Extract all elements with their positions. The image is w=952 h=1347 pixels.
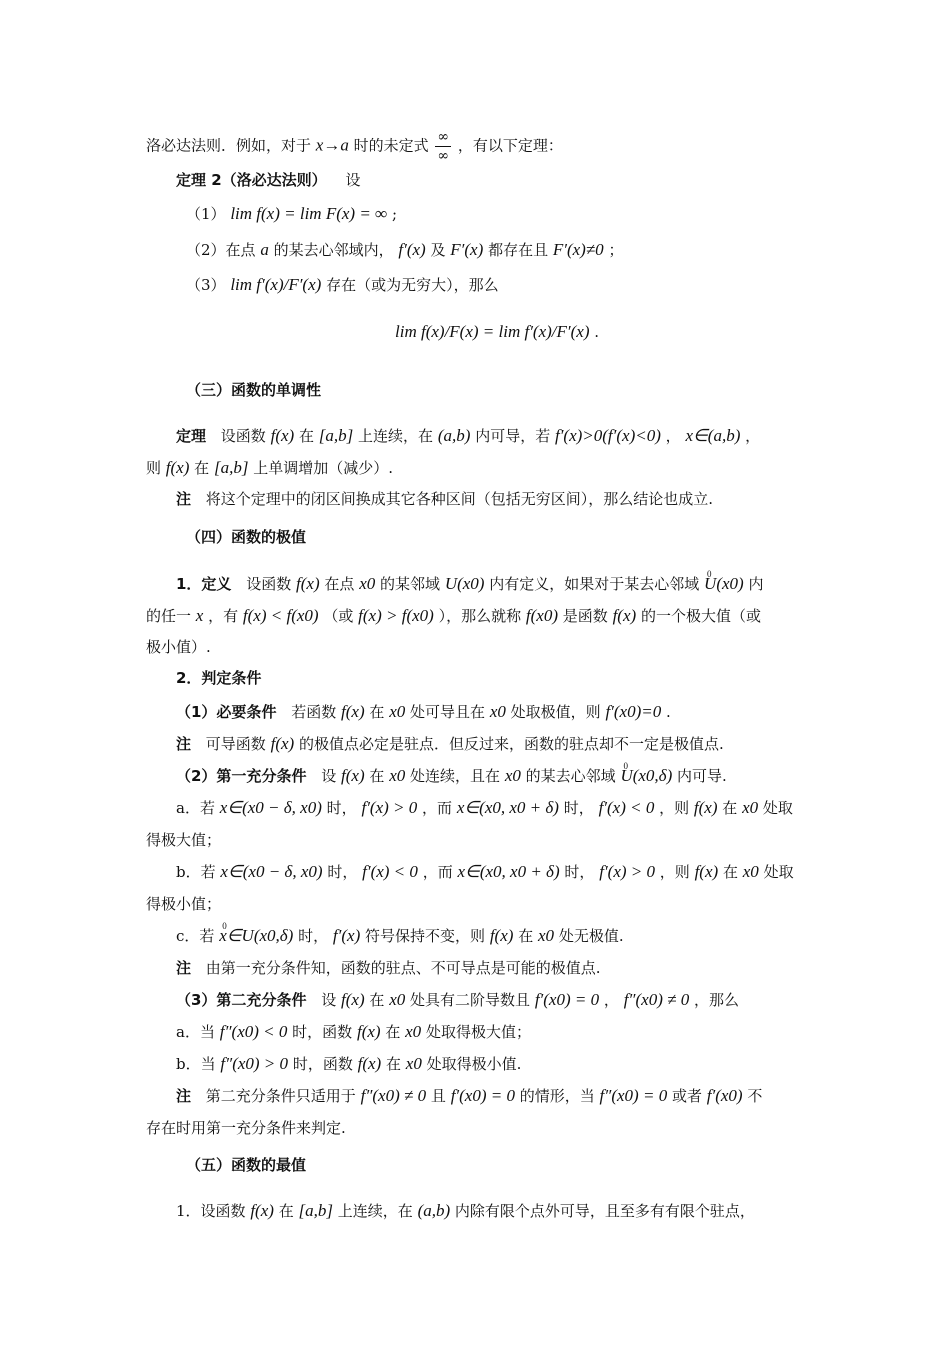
math-expression: [a,b] [298, 1201, 333, 1220]
math-expression: U(x0) [444, 574, 485, 593]
text-run: b．当 [176, 1055, 216, 1073]
text-run: 时， [327, 863, 358, 881]
text-run: 内 [748, 575, 764, 593]
math-expression: x0 [389, 990, 406, 1009]
text-line [176, 426, 760, 446]
math-expression: lim f(x)/F(x) = lim f′(x)/F′(x) [395, 322, 590, 341]
text-run: ，则 [659, 799, 690, 817]
math-expression: f(x) [356, 1022, 381, 1041]
math-expression: f′(x) > 0 [361, 798, 418, 817]
text-run: . [666, 703, 671, 721]
text-run: 的极值点必定是驻点．但反过来，函数的驻点却不一定是极值点. [298, 735, 724, 753]
text-run: ; [391, 205, 398, 223]
text-run: 在 [518, 927, 534, 945]
condition-3 [186, 275, 499, 295]
text-run: 上单调增加（减少）. [253, 459, 394, 477]
math-expression: f(x) [489, 926, 514, 945]
text-run: ，而 [422, 863, 453, 881]
math-expression: f(x) [165, 458, 190, 477]
text-run: 内除有限个点外可导，且至多有有限个驻点， [454, 1202, 755, 1220]
text-run: a．若 [176, 799, 215, 817]
math-expression: lim f(x) = lim F(x) = ∞ [230, 204, 388, 223]
math-expression: f(x) < f(x0) [242, 606, 319, 625]
math-expression: x0 [489, 702, 506, 721]
text-run: 由第一充分条件知，函数的驻点、不可导点是可能的极值点. [205, 959, 601, 977]
text-line [146, 894, 221, 914]
text-line [146, 830, 221, 850]
text-line [176, 926, 624, 946]
math-expression: lim f′(x)/F′(x) [230, 275, 322, 294]
text-run: 及 [430, 241, 446, 259]
label-bold: （3）第二充分条件 [176, 991, 307, 1009]
text-line [176, 574, 764, 594]
text-run: 存在时用第一充分条件来判定. [146, 1119, 346, 1137]
math-expression: f′(x) > 0 [599, 862, 655, 881]
text-run: 1．设函数 [176, 1202, 246, 1220]
math-expression: 0 U(x0) [704, 574, 744, 594]
text-run: ， [665, 427, 681, 445]
math-expression: x0 [405, 1022, 422, 1041]
math-expression: x∈(x0, x0 + δ) [456, 798, 559, 817]
text-run: 时， [563, 799, 594, 817]
text-run: 不 [747, 1087, 763, 1105]
text-line [146, 606, 761, 626]
text-run: 可导函数 [205, 735, 266, 753]
text-line [146, 1118, 346, 1138]
math-expression: f″(x0) = 0 [599, 1086, 668, 1105]
text-run: 设函数 [246, 575, 292, 593]
text-run: 在 [386, 1055, 402, 1073]
section-title: （四）函数的极值 [186, 528, 307, 546]
text-line [146, 637, 211, 657]
math-expression: f″(x0) ≠ 0 [623, 990, 690, 1009]
math-expression: f(x) [341, 702, 365, 721]
text-run: . [594, 323, 600, 341]
text-run: 处取 [763, 863, 794, 881]
text-run: 在 [722, 863, 738, 881]
math-expression: (a,b) [437, 426, 471, 445]
text-run: ； [608, 241, 624, 259]
label-bold: 定理 [176, 427, 207, 445]
math-expression: f′(x0) = 0 [450, 1086, 515, 1105]
text-run: 设 [321, 991, 337, 1009]
note-label: 注 [176, 735, 192, 753]
math-expression: x0 [389, 702, 406, 721]
math-expression: x0 [742, 862, 759, 881]
text-line [176, 1201, 755, 1221]
text-run: 设函数 [220, 427, 266, 445]
text-run: 上连续，在 [337, 1202, 413, 1220]
math-expression: f′(x0) = 0 [534, 990, 600, 1009]
text-run: （3） [186, 276, 226, 294]
math-expression: x∈(a,b) [685, 426, 741, 445]
section-heading [186, 1155, 306, 1175]
text-run: 在点 [324, 575, 355, 593]
display-formula [395, 322, 599, 342]
math-expression: f(x) [250, 1201, 274, 1220]
section-title: （三）函数的单调性 [186, 381, 322, 399]
text-run: （2）在点 [186, 241, 256, 259]
text-run: 在 [385, 1023, 401, 1041]
math-expression: f(x) [270, 426, 295, 445]
text-run: 处可导且在 [410, 703, 486, 721]
condition-1 [186, 204, 397, 224]
math-expression: f″(x0) ≠ 0 [360, 1086, 427, 1105]
text-run: 处取 [762, 799, 793, 817]
text-run: 处取得极大值； [425, 1023, 531, 1041]
text-run: 得极小值； [146, 895, 222, 913]
math-expression: f(x) [357, 1054, 382, 1073]
text-line [176, 798, 793, 818]
text-run: 第二充分条件只适用于 [205, 1087, 356, 1105]
math-expression: f′(x) < 0 [362, 862, 418, 881]
math-expression: f(x0) [525, 606, 558, 625]
math-expression: x0 [504, 766, 521, 785]
text-run: 时，函数 [292, 1023, 353, 1041]
math-expression: x∈(x0 − δ, x0) [219, 798, 322, 817]
text-run: 在 [298, 427, 314, 445]
label-bold: 1．定义 [176, 575, 232, 593]
math-expression: f′(x) < 0 [598, 798, 655, 817]
text-line [146, 458, 393, 478]
text-line [176, 862, 794, 882]
math-expression: x0 [405, 1054, 422, 1073]
math-expression: f′(x) [398, 240, 426, 259]
text-run: 上连续，在 [358, 427, 434, 445]
text-line [176, 1054, 521, 1074]
text-run: 在 [369, 767, 385, 785]
text-run: c．若 [176, 927, 215, 945]
math-expression: x0 [359, 574, 376, 593]
text-run: ），那么就称 [438, 607, 522, 625]
text-run: 都存在且 [488, 241, 549, 259]
math-expression: [a,b] [213, 458, 249, 477]
math-expression: [a,b] [318, 426, 354, 445]
text-run: 设 [321, 767, 337, 785]
text-run: 设 [345, 171, 361, 189]
math-expression: f′(x)>0(f′(x)<0) [554, 426, 661, 445]
text-run: 内有定义，如果对于某去心邻域 [489, 575, 700, 593]
text-run: 在 [722, 799, 738, 817]
section-heading [186, 380, 321, 400]
text-run: 内可导. [677, 767, 727, 785]
text-run: 的某去心邻域内， [273, 241, 394, 259]
text-run: 处无极值. [558, 927, 624, 945]
math-expression: f(x) [612, 606, 637, 625]
condition-2 [186, 240, 623, 260]
text-run: 是函数 [562, 607, 608, 625]
note-line [176, 1086, 762, 1106]
text-line [176, 1022, 531, 1042]
note-line [176, 489, 713, 509]
text-run: 时，函数 [292, 1055, 353, 1073]
text-run: 极小值）. [146, 638, 211, 656]
theorem-heading [176, 170, 360, 190]
fraction-infinity: $\frac{\infty}{\infty}$ [437, 129, 450, 164]
text-run: 将这个定理中的闭区间换成其它各种区间（包括无穷区间），那么结论也成立. [205, 490, 714, 508]
math-expression: x0 [742, 798, 759, 817]
math-expression: f(x) > f(x0) [358, 606, 434, 625]
text-run: 处取得极小值. [426, 1055, 522, 1073]
note-line [176, 958, 601, 978]
label-bold: （2）第一充分条件 [176, 767, 307, 785]
text-run: 处具有二阶导数且 [410, 991, 531, 1009]
text-run: 或者 [671, 1087, 702, 1105]
text-run: 的任一 [146, 607, 192, 625]
text-run: 的情形，当 [519, 1087, 595, 1105]
note-label: 注 [176, 959, 192, 977]
text-run: ， [603, 991, 619, 1009]
math-expression: f″(x0) > 0 [220, 1054, 289, 1073]
text-run: （1） [186, 205, 226, 223]
text-run: 洛必达法则．例如，对于 [146, 136, 312, 155]
text-run: 的一个极大值（或 [640, 607, 761, 625]
text-run: 处取极值，则 [510, 703, 601, 721]
math-expression: x0 [537, 926, 555, 945]
section-title: （五）函数的最值 [186, 1156, 307, 1174]
note-line [176, 734, 724, 754]
math-expression: f(x) [693, 798, 718, 817]
text-run: 存在（或为无穷大），那么 [326, 276, 499, 294]
note-label: 注 [176, 490, 192, 508]
math-expression: f′(x) [332, 926, 361, 945]
text-line [176, 990, 739, 1010]
math-expression: f′(x0) [706, 1086, 743, 1105]
subsection-title: 2．判定条件 [176, 669, 262, 687]
text-run: 在 [369, 703, 385, 721]
theorem-title: 定理 2（洛必达法则） [176, 171, 327, 189]
text-run: 符号保持不变，则 [365, 927, 486, 945]
text-line [176, 766, 727, 786]
text-run: 若函数 [291, 703, 337, 721]
text-line [146, 128, 563, 165]
math-expression: f(x) [341, 766, 365, 785]
math-expression: x∈(x0, x0 + δ) [457, 862, 560, 881]
text-run: 且 [430, 1087, 446, 1105]
text-run: 时， [564, 863, 595, 881]
math-expression: x [195, 606, 204, 625]
text-run: 则 [146, 459, 162, 477]
math-expression: F′(x) [450, 240, 484, 259]
text-run: 时， [298, 927, 329, 945]
text-run: （或 [323, 607, 354, 625]
text-run: 得极大值； [146, 831, 222, 849]
math-expression: f′(x0)=0 [605, 702, 662, 721]
text-run: a．当 [176, 1023, 215, 1041]
text-run: 内可导，若 [475, 427, 551, 445]
text-run: 的某去心邻域 [525, 767, 616, 785]
math-expression: f(x) [296, 574, 320, 593]
math-expression: f(x) [270, 734, 295, 753]
math-expression: f″(x0) < 0 [219, 1022, 288, 1041]
math-expression: 0 U(x0,δ) [620, 766, 672, 786]
text-run: 在 [369, 991, 385, 1009]
text-run: 时， [326, 799, 357, 817]
section-heading [186, 527, 306, 547]
label-bold: （1）必要条件 [176, 703, 277, 721]
text-run: ，有 [208, 607, 239, 625]
note-label: 注 [176, 1087, 192, 1105]
text-run: 在 [278, 1202, 294, 1220]
subsection-heading [176, 668, 261, 688]
text-line [176, 702, 671, 722]
math-expression: x0 [389, 766, 406, 785]
text-run: ，有以下定理： [457, 136, 563, 155]
math-expression: 0 x∈U(x0,δ) [219, 926, 293, 946]
math-expression: (a,b) [417, 1201, 451, 1220]
text-run: 的某邻域 [380, 575, 441, 593]
math-expression: f(x) [694, 862, 719, 881]
text-run: ，则 [659, 863, 690, 881]
math-expression: f(x) [341, 990, 365, 1009]
math-expression: a [260, 240, 269, 259]
text-run: 时的未定式 [353, 136, 429, 155]
math-expression: x→a [315, 135, 349, 155]
math-expression: x∈(x0 − δ, x0) [220, 862, 323, 881]
text-run: ，那么 [693, 991, 739, 1009]
text-run: b．若 [176, 863, 216, 881]
text-run: ， [745, 427, 761, 445]
text-run: 在 [194, 459, 210, 477]
math-expression: F′(x)≠0 [552, 240, 604, 259]
text-run: 处连续，且在 [410, 767, 501, 785]
text-run: ，而 [422, 799, 453, 817]
